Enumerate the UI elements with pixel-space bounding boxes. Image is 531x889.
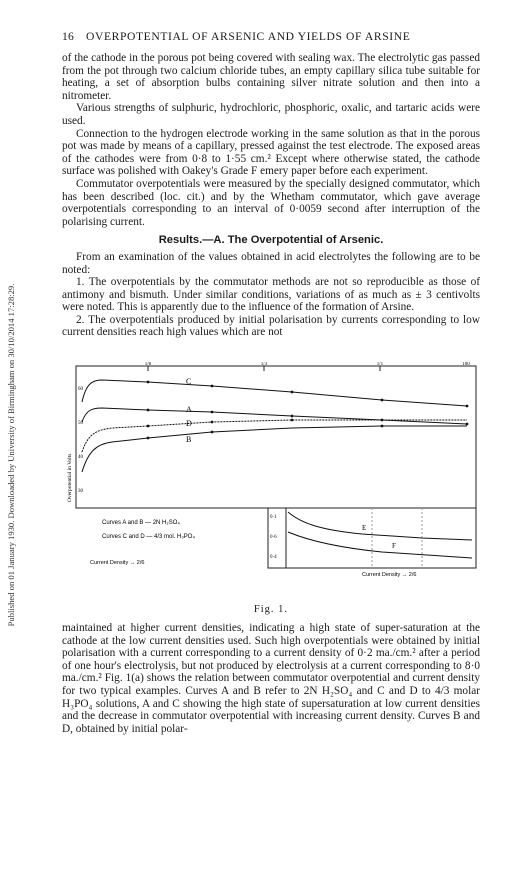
- x-axis-label-right: Current Density → 2/6: [362, 572, 417, 578]
- section-heading: Results.—A. The Overpotential of Arsenic.: [158, 234, 384, 247]
- running-title: OVERPOTENTIAL OF ARSENIC AND YIELDS OF ARSINE: [86, 30, 411, 43]
- plot-frame: [76, 366, 476, 508]
- curve-d: [82, 420, 467, 452]
- top-tick-label: 1/1: [376, 362, 384, 367]
- paragraph: Connection to the hydrogen electrode working in the same solution as that in the porous pot was made by means of a capillary, pressed against the test electrode. The exposed areas of the cathodes were from 0·8 to 1·55 cm.² Except where otherwise stated, the cathode surface was polished with Oakey's Grade F emery paper before each experiment.: [62, 127, 480, 178]
- curve-label-a: A: [186, 405, 192, 414]
- curve-label-b: B: [186, 435, 192, 444]
- legend-line-2: Curves C and D — 4/3 mol. H₃PO₄: [102, 534, 195, 540]
- y-tick-label: 60: [78, 387, 83, 392]
- paragraph: 1. The overpotentials by the commutator methods are not so reproducible as those of antimony and bismuth. Under similar conditions, variations of as much as ± 3 centivolts were noted. This is apparently due to the influence of the formation of Arsine.: [62, 276, 480, 314]
- page-number: 16: [62, 30, 74, 43]
- y-tick-label: 50: [78, 421, 83, 426]
- body-text-bottom: [62, 622, 480, 735]
- paragraph: of the cathode in the porous pot being covered with sealing wax. The electrolytic gas passed from the pot through two calcium chloride tubes, an empty capillary silica tube suitable for heating, a set of absorption bulbs containing silver nitrate solution and then into a nitrometer.: [62, 52, 480, 102]
- page-header: [62, 30, 480, 43]
- curve-label-c: C: [186, 377, 192, 386]
- curve-label-d: D: [186, 419, 192, 428]
- y-axis-label: Overpotential in Volts: [67, 453, 73, 502]
- curve-label-e: E: [362, 524, 367, 532]
- figure-caption: Fig. 1.: [253, 604, 289, 615]
- paragraph: Various strengths of sulphuric, hydrochloric, phosphoric, oxalic, and tartaric acids were used.: [62, 102, 480, 127]
- top-tick-label: 1/3: [260, 362, 268, 367]
- curve-e: [288, 512, 472, 540]
- paragraph: maintained at higher current densities, indicating a high state of super-saturation at the cathode at the low current densities used. Such high overpotentials were obtained by initial polarisation with a current corresponding to a current density of 0·2 ma./cm.² after a period of one hour's electrolysis, but not produced by electrolysis at a current corresponding to 8·0 ma./cm.² Fig. 1(a) shows the relation between commutator overpotential and current density for two typical examples. Curves A and B refer to 2N H₂SO₄ and C and D to 4/3 molar H₃PO₄ solutions, A and C showing the high state of supersaturation at low current densities and the decrease in commutator overpotential with increasing current density. Curves B and D, obtained by initial polar-: [62, 622, 480, 735]
- margin-note: [4, 110, 18, 800]
- curve-b: [82, 426, 467, 472]
- data-points: [147, 381, 469, 440]
- paragraph: Commutator overpotentials were measured by the specially designed commutator, which has been described (loc. cit.) and by the Whetham commutator, which gave average overpotentials corresponding to an interval of 0·0059 second after interruption of the polarising current.: [62, 177, 480, 228]
- curve-label-f: F: [392, 542, 396, 550]
- paragraph: From an examination of the values obtained in acid electrolytes the following are to be noted:: [62, 250, 480, 276]
- top-tick-label: 100: [462, 362, 470, 367]
- figure-1-plot: [62, 362, 480, 602]
- inset-y-tick: 0·6: [270, 535, 277, 540]
- y-tick-label: 30: [78, 489, 83, 494]
- curve-a: [82, 408, 467, 424]
- x-axis-label-left: Current Density → 2/6: [90, 560, 145, 566]
- body-text-top: [62, 52, 480, 339]
- margin-note-text: Published on 01 January 1930. Downloaded by University of Birmingham on 30/10/2014 17:28:29.: [6, 283, 16, 627]
- figure-1: [62, 362, 480, 602]
- curve-c: [82, 380, 467, 406]
- inset-y-tick: 0·4: [270, 555, 277, 560]
- paragraph: 2. The overpotentials produced by initial polarisation by currents corresponding to low current densities reach high values which are not: [62, 313, 480, 339]
- inset-y-tick: 0·1: [270, 515, 277, 520]
- curve-f: [288, 532, 472, 558]
- top-tick-label: 1/8: [144, 362, 152, 367]
- y-tick-label: 40: [78, 455, 83, 460]
- legend-line-1: Curves A and B — 2N H₂SO₄: [102, 520, 180, 526]
